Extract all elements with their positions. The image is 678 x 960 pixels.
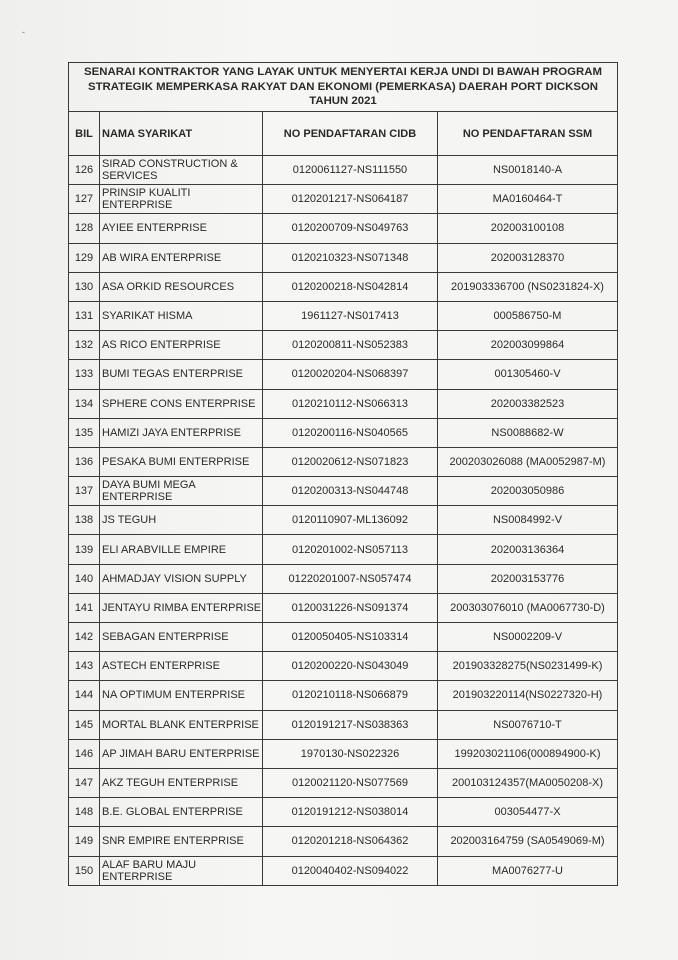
row-bil: 132 <box>69 331 100 360</box>
row-company-name: SNR EMPIRE ENTERPRISE <box>100 827 263 856</box>
row-ssm-number: MA0076277-U <box>438 856 618 885</box>
row-company-name: AP JIMAH BARU ENTERPRISE <box>100 739 263 768</box>
table-row <box>69 535 617 564</box>
row-bil: 146 <box>69 739 100 768</box>
row-ssm-number: 200103124357(MA0050208-X) <box>438 768 618 797</box>
row-company-name: ASTECH ENTERPRISE <box>100 652 263 681</box>
title-line-2: STRATEGIK MEMPERKASA RAKYAT DAN EKONOMI (PEMERKASA) DAERAH PORT DICKSON <box>87 80 599 93</box>
row-cidb-number: 0120200218-NS042814 <box>263 272 438 301</box>
row-cidb-number: 0120110907-ML136092 <box>263 506 438 535</box>
table-row <box>69 360 617 389</box>
row-cidb-number: 0120210323-NS071348 <box>263 243 438 272</box>
row-cidb-number: 0120021120-NS077569 <box>263 768 438 797</box>
row-bil: 150 <box>69 856 100 885</box>
row-cidb-number: 0120020612-NS071823 <box>263 447 438 476</box>
row-company-name: AHMADJAY VISION SUPPLY <box>100 564 263 593</box>
row-bil: 144 <box>69 681 100 710</box>
row-company-name: AS RICO ENTERPRISE <box>100 331 263 360</box>
table-row <box>69 272 617 301</box>
row-ssm-number: 202003099864 <box>438 331 618 360</box>
row-cidb-number: 0120200116-NS040565 <box>263 418 438 447</box>
table-row <box>69 331 617 360</box>
table-row <box>69 564 617 593</box>
row-company-name: JS TEGUH <box>100 506 263 535</box>
row-company-name: DAYA BUMI MEGA ENTERPRISE <box>100 477 263 506</box>
row-bil: 149 <box>69 827 100 856</box>
row-cidb-number: 0120201002-NS057113 <box>263 535 438 564</box>
table-row <box>69 447 617 476</box>
row-company-name: JENTAYU RIMBA ENTERPRISE <box>100 593 263 622</box>
table-row <box>69 477 617 506</box>
title-line-3: TAHUN 2021 <box>309 95 377 108</box>
row-cidb-number: 0120210118-NS066879 <box>263 681 438 710</box>
table-row <box>69 739 617 768</box>
row-cidb-number: 1970130-NS022326 <box>263 739 438 768</box>
row-cidb-number: 0120050405-NS103314 <box>263 623 438 652</box>
row-company-name: MORTAL BLANK ENTERPRISE <box>100 710 263 739</box>
row-bil: 135 <box>69 418 100 447</box>
row-bil: 139 <box>69 535 100 564</box>
row-bil: 148 <box>69 798 100 827</box>
row-bil: 129 <box>69 243 100 272</box>
table-row <box>69 243 617 272</box>
row-cidb-number: 0120020204-NS068397 <box>263 360 438 389</box>
table-header-row <box>69 112 617 156</box>
row-ssm-number: NS0088682-W <box>438 418 618 447</box>
row-ssm-number: 202003050986 <box>438 477 618 506</box>
table-row <box>69 156 617 185</box>
row-bil: 133 <box>69 360 100 389</box>
row-company-name: SEBAGAN ENTERPRISE <box>100 623 263 652</box>
document-title <box>69 63 617 112</box>
row-ssm-number: 201903328275(NS0231499-K) <box>438 652 618 681</box>
table-row <box>69 301 617 330</box>
header-nama-syarikat: NAMA SYARIKAT <box>100 112 263 156</box>
row-ssm-number: NS0084992-V <box>438 506 618 535</box>
row-ssm-number: MA0160464-T <box>438 185 618 214</box>
table-row <box>69 856 617 885</box>
row-bil: 137 <box>69 477 100 506</box>
contractor-table <box>69 112 617 885</box>
header-bil: BIL <box>69 112 100 156</box>
row-bil: 128 <box>69 214 100 243</box>
title-line-1: SENARAI KONTRAKTOR YANG LAYAK UNTUK MENYERTAI KERJA UNDI DI BAWAH PROGRAM <box>84 66 602 79</box>
row-bil: 131 <box>69 301 100 330</box>
table-row <box>69 798 617 827</box>
table-row <box>69 418 617 447</box>
table-row <box>69 389 617 418</box>
row-cidb-number: 0120191217-NS038363 <box>263 710 438 739</box>
row-ssm-number: 201903336700 (NS0231824-X) <box>438 272 618 301</box>
table-row <box>69 652 617 681</box>
row-bil: 130 <box>69 272 100 301</box>
table-body <box>69 156 617 885</box>
row-ssm-number: 201903220114(NS0227320-H) <box>438 681 618 710</box>
margin-mark: - <box>22 27 25 37</box>
row-ssm-number: 202003100108 <box>438 214 618 243</box>
row-ssm-number: 200303076010 (MA0067730-D) <box>438 593 618 622</box>
row-bil: 126 <box>69 156 100 185</box>
row-bil: 141 <box>69 593 100 622</box>
row-bil: 140 <box>69 564 100 593</box>
row-bil: 136 <box>69 447 100 476</box>
row-cidb-number: 0120201218-NS064362 <box>263 827 438 856</box>
table-row <box>69 185 617 214</box>
table-row <box>69 593 617 622</box>
table-row <box>69 506 617 535</box>
row-ssm-number: 003054477-X <box>438 798 618 827</box>
row-cidb-number: 0120200313-NS044748 <box>263 477 438 506</box>
row-company-name: ALAF BARU MAJU ENTERPRISE <box>100 856 263 885</box>
row-company-name: HAMIZI JAYA ENTERPRISE <box>100 418 263 447</box>
row-company-name: AYIEE ENTERPRISE <box>100 214 263 243</box>
row-company-name: BUMI TEGAS ENTERPRISE <box>100 360 263 389</box>
row-ssm-number: 200203026088 (MA0052987-M) <box>438 447 618 476</box>
row-cidb-number: 0120031226-NS091374 <box>263 593 438 622</box>
table-row <box>69 710 617 739</box>
row-ssm-number: 202003136364 <box>438 535 618 564</box>
row-bil: 127 <box>69 185 100 214</box>
row-bil: 138 <box>69 506 100 535</box>
row-company-name: SIRAD CONSTRUCTION & SERVICES <box>100 156 263 185</box>
row-company-name: ASA ORKID RESOURCES <box>100 272 263 301</box>
row-company-name: ELI ARABVILLE EMPIRE <box>100 535 263 564</box>
row-company-name: SYARIKAT HISMA <box>100 301 263 330</box>
table-row <box>69 681 617 710</box>
row-ssm-number: 202003128370 <box>438 243 618 272</box>
row-ssm-number: NS0018140-A <box>438 156 618 185</box>
table-row <box>69 623 617 652</box>
header-ssm: NO PENDAFTARAN SSM <box>438 112 618 156</box>
row-cidb-number: 1961127-NS017413 <box>263 301 438 330</box>
row-cidb-number: 0120210112-NS066313 <box>263 389 438 418</box>
contractor-list-document <box>68 62 618 886</box>
row-company-name: AB WIRA ENTERPRISE <box>100 243 263 272</box>
row-cidb-number: 0120040402-NS094022 <box>263 856 438 885</box>
row-cidb-number: 0120061127-NS111550 <box>263 156 438 185</box>
row-ssm-number: 202003382523 <box>438 389 618 418</box>
row-ssm-number: NS0002209-V <box>438 623 618 652</box>
row-bil: 142 <box>69 623 100 652</box>
row-ssm-number: NS0076710-T <box>438 710 618 739</box>
table-row <box>69 827 617 856</box>
row-ssm-number: 000586750-M <box>438 301 618 330</box>
row-cidb-number: 0120200709-NS049763 <box>263 214 438 243</box>
row-company-name: PRINSIP KUALITI ENTERPRISE <box>100 185 263 214</box>
row-company-name: SPHERE CONS ENTERPRISE <box>100 389 263 418</box>
row-company-name: PESAKA BUMI ENTERPRISE <box>100 447 263 476</box>
row-cidb-number: 0120200220-NS043049 <box>263 652 438 681</box>
row-company-name: NA OPTIMUM ENTERPRISE <box>100 681 263 710</box>
row-cidb-number: 0120191212-NS038014 <box>263 798 438 827</box>
header-cidb: NO PENDAFTARAN CIDB <box>263 112 438 156</box>
table-row <box>69 768 617 797</box>
row-ssm-number: 202003153776 <box>438 564 618 593</box>
row-bil: 145 <box>69 710 100 739</box>
row-ssm-number: 001305460-V <box>438 360 618 389</box>
row-bil: 147 <box>69 768 100 797</box>
row-cidb-number: 01220201007-NS057474 <box>263 564 438 593</box>
row-cidb-number: 0120201217-NS064187 <box>263 185 438 214</box>
row-ssm-number: 199203021106(000894900-K) <box>438 739 618 768</box>
row-ssm-number: 202003164759 (SA0549069-M) <box>438 827 618 856</box>
table-row <box>69 214 617 243</box>
row-company-name: B.E. GLOBAL ENTERPRISE <box>100 798 263 827</box>
row-bil: 134 <box>69 389 100 418</box>
row-company-name: AKZ TEGUH ENTERPRISE <box>100 768 263 797</box>
row-cidb-number: 0120200811-NS052383 <box>263 331 438 360</box>
row-bil: 143 <box>69 652 100 681</box>
